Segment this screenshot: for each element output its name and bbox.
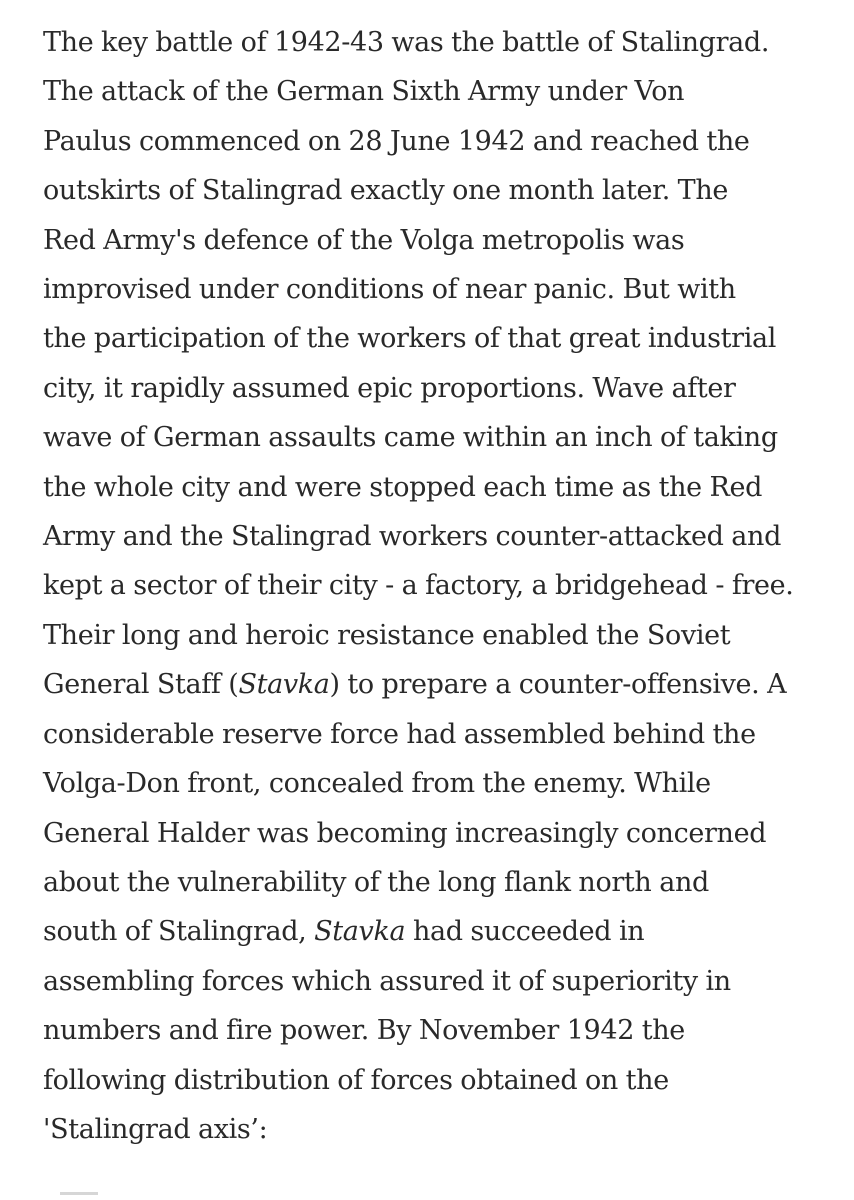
- text-line: numbers and fire power. By November 1942 the: [43, 1015, 685, 1047]
- text-line: south of Stalingrad, Stavka had succeeded in: [43, 916, 645, 948]
- text-line: The attack of the German Sixth Army under Von: [43, 76, 685, 108]
- text-line: improvised under conditions of near panic. But with: [43, 274, 736, 306]
- text-line: Red Army's defence of the Volga metropolis was: [43, 224, 685, 256]
- cut-off-next-line: [60, 1192, 98, 1195]
- text-line: General Staff (Stavka) to prepare a counter-offensive. A: [43, 669, 787, 701]
- text-line: outskirts of Stalingrad exactly one month later. The: [43, 175, 728, 207]
- article-paragraph: [43, 18, 843, 1154]
- text-line: The key battle of 1942-43 was the battle of Stalingrad.: [43, 27, 770, 58]
- text-line: following distribution of forces obtained on the: [43, 1064, 669, 1096]
- text-line: General Halder was becoming increasingly concerned: [43, 817, 767, 849]
- text-line: Army and the Stalingrad workers counter-attacked and: [43, 521, 782, 553]
- text-line: wave of German assaults came within an inch of taking: [43, 422, 778, 454]
- text-line: Volga-Don front, concealed from the enemy. While: [43, 768, 711, 800]
- stavka-italic: Stavka: [314, 916, 406, 948]
- text-line: about the vulnerability of the long flank north and: [43, 866, 709, 898]
- text-line: Their long and heroic resistance enabled the Soviet: [43, 619, 731, 651]
- text-line: assembling forces which assured it of superiority in: [43, 965, 731, 997]
- text-line: considerable reserve force had assembled behind the: [43, 718, 756, 750]
- text-line: city, it rapidly assumed epic proportions. Wave after: [43, 372, 736, 404]
- text-line: the participation of the workers of that great industrial: [43, 323, 777, 355]
- text-line: the whole city and were stopped each time as the Red: [43, 471, 763, 503]
- stavka-italic: Stavka: [238, 669, 330, 701]
- text-line: 'Stalingrad axis’:: [43, 1113, 268, 1145]
- text-line: kept a sector of their city - a factory, a bridgehead - free.: [43, 570, 794, 602]
- text-line: Paulus commenced on 28 June 1942 and reached the: [43, 125, 750, 157]
